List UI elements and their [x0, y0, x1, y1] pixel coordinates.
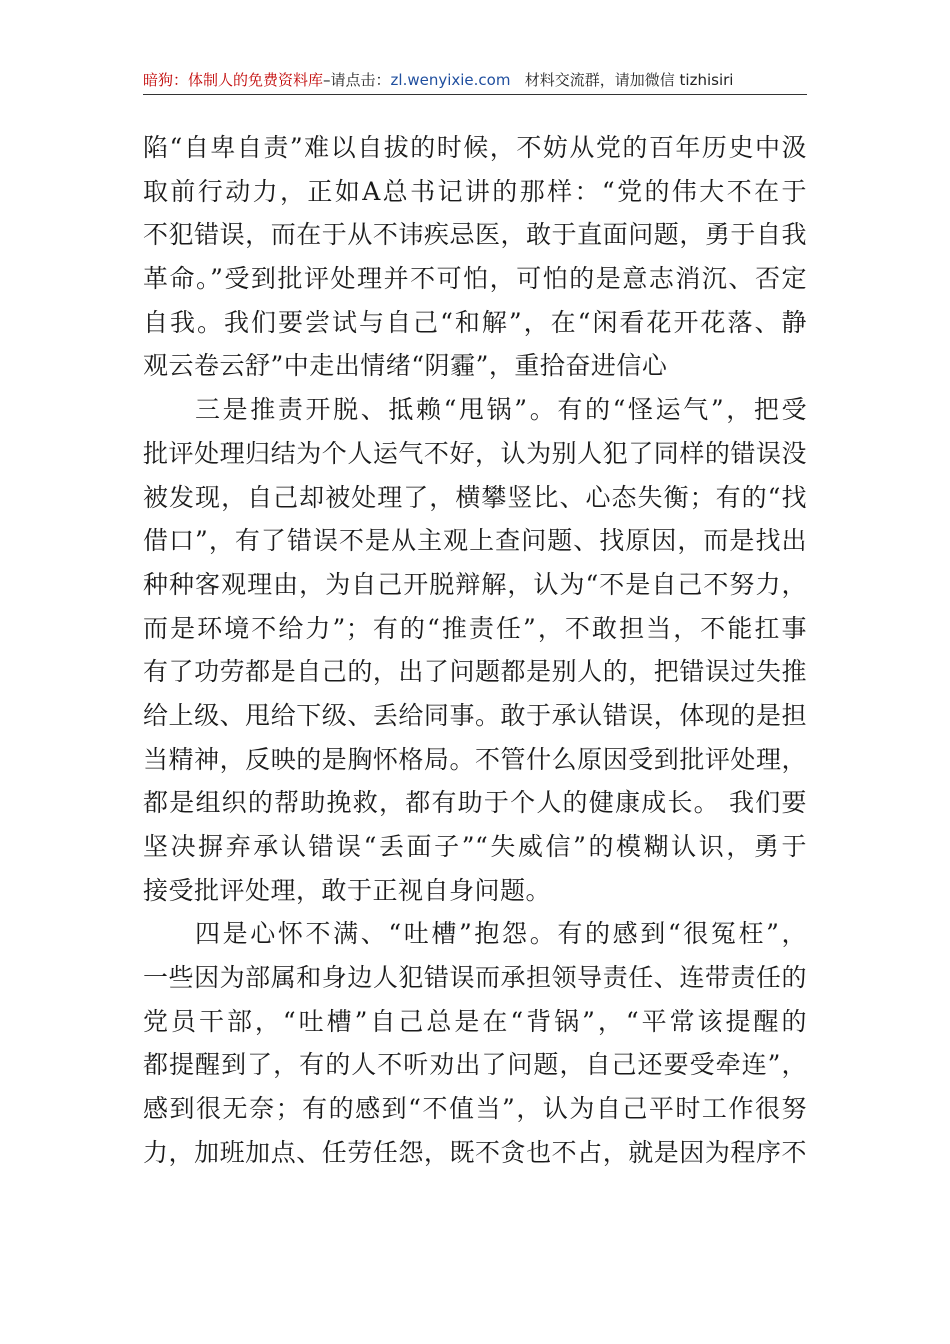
click-prompt: –请点击： — [323, 71, 391, 89]
paragraph-start: 四是心怀不满、“吐槽”抱怨。有的感到“很冤枉”， — [195, 919, 807, 949]
text-line: 不犯错误，而在于从不讳疾忌医，敢于直面问题，勇于自我 — [143, 220, 807, 250]
page-header — [143, 66, 807, 95]
text-line: 观云卷云舒”中走出情绪“阴霾”，重拾奋进信心 — [143, 351, 668, 381]
text-line: 都提醒到了，有的人不听劝出了问题，自己还要受牵连”， — [143, 1050, 807, 1080]
text-line: 力，加班加点、任劳任怨，既不贪也不占，就是因为程序不 — [143, 1137, 807, 1167]
header-spacer — [510, 71, 524, 89]
text-line: 借口”，有了错误不是从主观上查问题、找原因，而是找出 — [143, 526, 807, 556]
text-line: 陷“自卑自责”难以自拔的时候，不妨从党的百年历史中汲 — [143, 133, 807, 162]
text-line: 都是组织的帮助挽救，都有助于个人的健康成长。 我们要 — [143, 788, 807, 818]
text-line: 种种客观理由，为自己开脱辩解，认为“不是自己不努力， — [143, 569, 807, 599]
paragraph-start: 三是推责开脱、抵赖“甩锅”。有的“怪运气”，把受 — [195, 395, 807, 425]
text-line: 给上级、甩给下级、丢给同事。敢于承认错误，体现的是担 — [143, 700, 807, 730]
text-line: 党员干部，“吐槽”自己总是在“背锅”，“平常该提醒的 — [143, 1006, 807, 1036]
site-name: 暗狗：体制人的免费资料库 — [143, 71, 324, 89]
text-line: 自我。我们要尝试与自己“和解”，在“闲看花开花落、静 — [143, 307, 807, 337]
text-line: 批评处理归结为个人运气不好，认为别人犯了同样的错误没 — [143, 438, 807, 468]
text-line: 而是环境不给力”；有的“推责任”，不敢担当，不能扛事 — [143, 613, 807, 643]
text-line: 接受批评处理，敢于正视自身问题。 — [143, 875, 552, 905]
text-line: 一些因为部属和身边人犯错误而承担领导责任、连带责任的 — [143, 963, 807, 993]
text-line: 坚决摒弃承认错误“丢面子”“失威信”的模糊认识，勇于 — [143, 832, 807, 861]
text-line: 革命。”受到批评处理并不可怕，可怕的是意志消沉、否定 — [143, 264, 807, 294]
text-line: 有了功劳都是自己的，出了问题都是别人的，把错误过失推 — [143, 657, 807, 687]
document-body — [143, 126, 807, 1175]
text-line: 取前行动力，正如A总书记讲的那样：“党的伟大不在于 — [143, 176, 807, 206]
text-line: 感到很无奈；有的感到“不值当”，认为自己平时工作很努 — [143, 1094, 807, 1124]
text-line: 当精神，反映的是胸怀格局。不管什么原因受到批评处理， — [143, 744, 807, 774]
wechat-group-text: 材料交流群，请加微信 tizhisiri — [524, 71, 734, 89]
site-link[interactable]: zl.wenyixie.com — [390, 71, 511, 89]
text-line: 被发现，自己却被处理了，横攀竖比、心态失衡；有的“找 — [143, 482, 807, 512]
